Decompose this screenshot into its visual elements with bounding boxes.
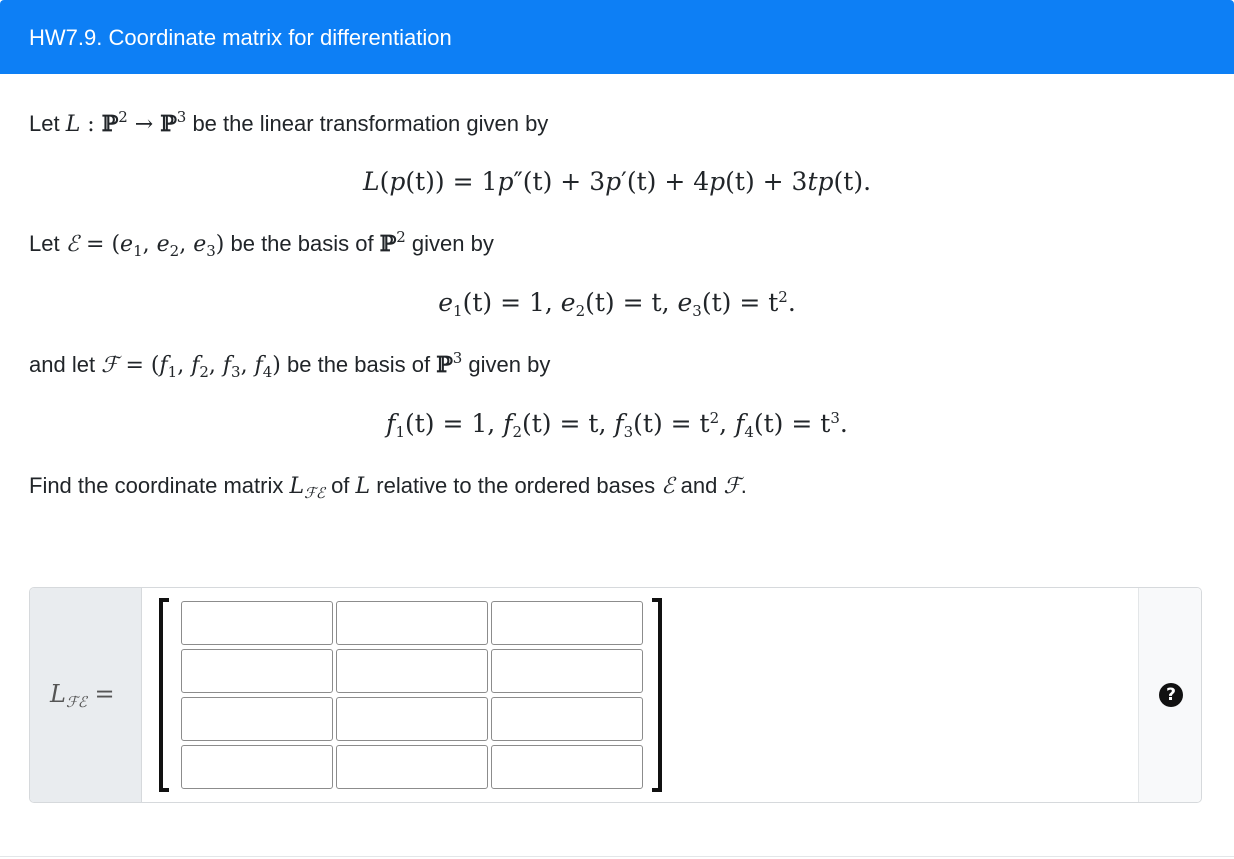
- math: = (: [79, 232, 121, 257]
- text: be the linear transformation given by: [186, 111, 549, 136]
- math: p: [709, 167, 726, 196]
- text: and: [674, 473, 724, 498]
- matrix-cell-r3-c2[interactable]: [336, 697, 488, 741]
- math: ℰ: [65, 232, 80, 257]
- equation-transformation: [0, 166, 1234, 198]
- math: 3: [623, 423, 634, 441]
- text: Let: [29, 231, 66, 256]
- math: 2: [396, 228, 406, 246]
- equation-basis-e: [0, 287, 1234, 319]
- question-circle-icon[interactable]: ?: [1159, 683, 1183, 707]
- math: ,: [208, 353, 223, 378]
- math: (t) = 1,: [462, 288, 561, 317]
- math: 1: [395, 423, 405, 441]
- math: 3: [830, 409, 840, 427]
- math: 2: [778, 288, 788, 306]
- matrix-right-bracket: [652, 598, 662, 792]
- math: (t) + 3: [725, 167, 808, 196]
- math: 1: [133, 242, 143, 260]
- math: p: [605, 167, 622, 196]
- math: 3: [231, 363, 241, 381]
- footer-divider: [0, 856, 1234, 857]
- label-L: L: [50, 680, 66, 708]
- matrix-cell-r2-c1[interactable]: [181, 649, 333, 693]
- math: f: [222, 353, 232, 378]
- math: 2: [512, 423, 522, 441]
- math: = (: [118, 353, 160, 378]
- math: 4: [744, 423, 754, 441]
- label-equals: =: [86, 680, 115, 708]
- math-exp: 3: [176, 108, 187, 126]
- math: ): [215, 232, 225, 257]
- matrix-cell-r3-c3[interactable]: [491, 697, 643, 741]
- math: L: [362, 167, 380, 196]
- math: ): [272, 353, 281, 378]
- math: (: [379, 167, 390, 196]
- answer-label: [50, 680, 115, 711]
- problem-line-2: [29, 230, 494, 259]
- math: tp: [807, 167, 834, 196]
- problem-line-3: [29, 351, 550, 380]
- question-header: [0, 0, 1234, 74]
- math: e: [156, 232, 170, 257]
- math: (t) = t: [753, 409, 831, 438]
- text: of: [324, 473, 356, 498]
- matrix-cell-r4-c2[interactable]: [336, 745, 488, 789]
- math: f: [386, 409, 396, 438]
- math: 3: [206, 242, 216, 260]
- answer-input-group: [29, 587, 1202, 803]
- math-P: ℙ: [101, 111, 119, 137]
- math-P: ℙ: [160, 111, 177, 137]
- math: 3: [452, 349, 463, 367]
- math: ′: [621, 167, 627, 196]
- math: ,: [179, 232, 194, 257]
- problem-line-4: [29, 472, 747, 501]
- matrix-left-bracket: [159, 598, 169, 792]
- math: f: [503, 409, 513, 438]
- math: f: [191, 353, 200, 378]
- math: ,: [240, 353, 255, 378]
- math: ″: [513, 167, 523, 196]
- math: ,: [142, 232, 157, 257]
- question-title: HW7.9. Coordinate matrix for differentiation: [29, 25, 452, 50]
- matrix-cell-r4-c1[interactable]: [181, 745, 333, 789]
- math: .: [839, 409, 848, 438]
- math: e: [677, 288, 693, 317]
- math-arrow: →: [127, 112, 161, 137]
- matrix-cell-r1-c1[interactable]: [181, 601, 333, 645]
- math: (t) + 4: [626, 167, 710, 196]
- text: given by: [405, 231, 494, 256]
- math: ,: [719, 409, 736, 438]
- math: e: [560, 288, 576, 317]
- problem-line-1: [29, 110, 548, 139]
- text: be the basis of: [224, 231, 380, 256]
- math: 3: [692, 302, 702, 320]
- math: (t) = t,: [522, 409, 615, 438]
- math: f: [254, 353, 263, 378]
- math: p: [389, 167, 406, 196]
- text: Find the coordinate matrix: [29, 473, 290, 498]
- math: 4: [262, 363, 273, 381]
- math: (t) = t,: [585, 288, 678, 317]
- math: 1: [167, 363, 178, 381]
- math: 2: [575, 302, 586, 320]
- math-colon: :: [80, 112, 102, 137]
- help-cell: [1138, 588, 1201, 802]
- matrix-cell-r3-c1[interactable]: [181, 697, 333, 741]
- equation-basis-f: [0, 408, 1234, 440]
- math: ℙ: [436, 352, 453, 378]
- answer-label-cell: [30, 588, 142, 802]
- math: p: [497, 167, 514, 196]
- math: (t).: [833, 167, 872, 196]
- math: e: [120, 232, 134, 257]
- math: 2: [709, 409, 720, 427]
- math: f: [735, 409, 745, 438]
- matrix-cell-r4-c3[interactable]: [491, 745, 643, 789]
- math: 2: [199, 363, 209, 381]
- label-subscript: ℱℰ: [65, 693, 87, 711]
- matrix-cell-r1-c2[interactable]: [336, 601, 488, 645]
- math: ℱ: [723, 474, 741, 499]
- math: L: [355, 474, 371, 499]
- math-exp: 2: [118, 108, 128, 126]
- matrix-grid: [181, 601, 643, 789]
- text: .: [740, 473, 747, 498]
- math: L: [289, 474, 305, 499]
- math: 2: [169, 242, 180, 260]
- matrix-cell-r2-c2[interactable]: [336, 649, 488, 693]
- text: relative to the ordered bases: [370, 473, 662, 498]
- math: (t)) = 1: [405, 167, 498, 196]
- math: e: [438, 288, 454, 317]
- math: (t) = t: [701, 288, 779, 317]
- math: f: [159, 353, 168, 378]
- math: (t) + 3: [522, 167, 606, 196]
- text: given by: [462, 352, 551, 377]
- math: (t) = t: [633, 409, 710, 438]
- math: f: [614, 409, 624, 438]
- math-L: L: [65, 112, 81, 137]
- text: and let: [29, 352, 102, 377]
- matrix-cell-r1-c3[interactable]: [491, 601, 643, 645]
- math: .: [787, 288, 796, 317]
- math: ,: [177, 353, 192, 378]
- math: ℙ: [379, 231, 397, 257]
- math: 1: [453, 302, 463, 320]
- text: be the basis of: [280, 352, 437, 377]
- text: Let: [29, 111, 66, 136]
- math: (t) = 1,: [404, 409, 504, 438]
- math: e: [193, 232, 207, 257]
- math: ℰ: [661, 474, 675, 499]
- math: ℱℰ: [304, 484, 325, 502]
- matrix-cell-r2-c3[interactable]: [491, 649, 643, 693]
- math: ℱ: [101, 353, 119, 378]
